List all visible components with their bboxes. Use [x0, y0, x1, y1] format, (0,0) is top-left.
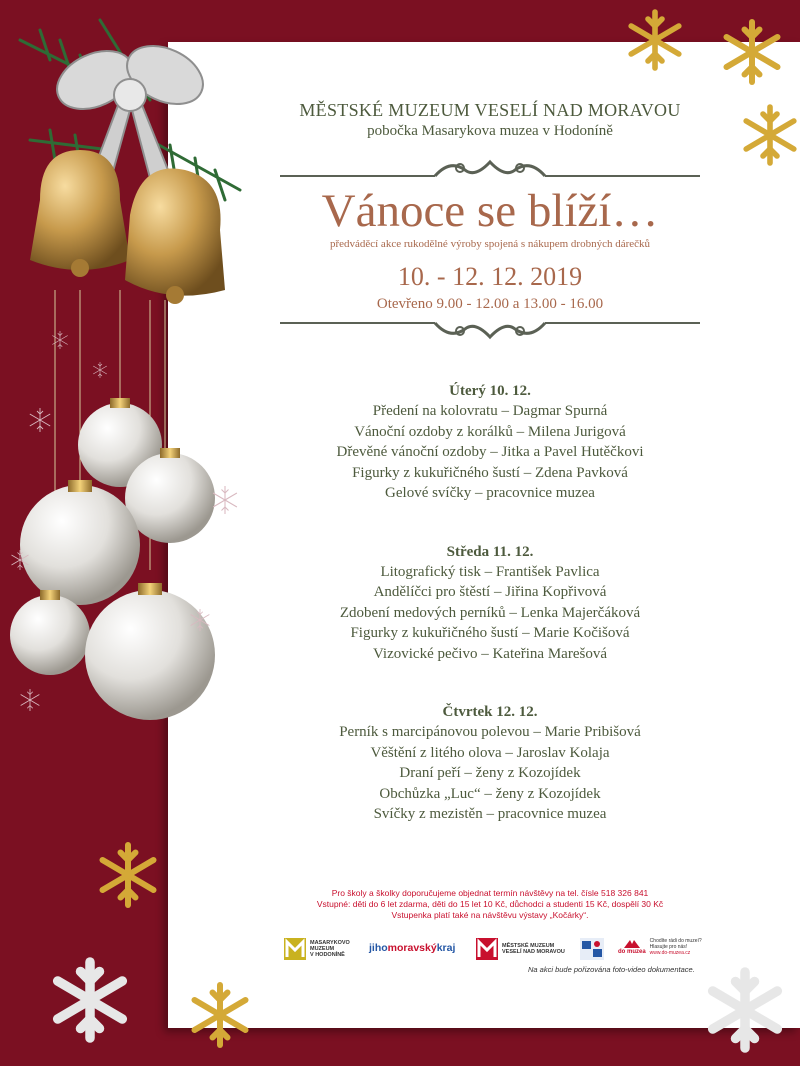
town-emblem-icon	[580, 938, 604, 960]
logo-text: V HODONÍNĚ	[310, 952, 345, 958]
museum-name: MĚSTSKÉ MUZEUM VESELÍ NAD MORAVOU	[299, 100, 681, 120]
museum-branch: pobočka Masarykova muzea v Hodoníně	[367, 123, 613, 139]
do-muzea-logo	[618, 938, 702, 956]
day-title: Středa 11. 12.	[446, 543, 534, 560]
activity-item: Obchůzka „Luc“ – ženy z Kozojídek	[379, 785, 601, 802]
activity-item: Draní peří – ženy z Kozojídek	[399, 765, 581, 781]
activity-item: Zdobení medových perníků – Lenka Majerčáková	[339, 604, 641, 621]
activity-item: Perník s marcipánovou polevou – Marie Pribišová	[339, 724, 641, 740]
logo-text: kraj	[436, 942, 456, 954]
day-title: Čtvrtek 12. 12.	[442, 704, 538, 720]
main-content	[270, 100, 710, 825]
ornament-divider-icon	[275, 154, 705, 184]
logo-text: MUZEUM	[310, 946, 335, 952]
activity-item: Figurky z kukuřičného šustí – Zdena Pavková	[352, 464, 628, 481]
ornament-divider-icon	[275, 315, 705, 345]
event-title: Vánoce se blíží…	[321, 185, 659, 237]
logo-text: do muzea	[618, 949, 646, 955]
activity-item: Litografický tisk – František Pavlica	[380, 563, 600, 580]
admission-note: Vstupné: děti do 6 let zdarma, děti do 15 let 10 Kč, důchodci a studenti 15 Kč, dospělí 30 Kč	[316, 899, 664, 909]
activity-item: Předení na kolovratu – Dagmar Spurná	[372, 403, 608, 419]
activity-item: Andělíčci pro štěstí – Jiřina Kopřivová	[373, 584, 607, 600]
opening-hours: Otevřeno 9.00 - 12.00 a 13.00 - 16.00	[376, 296, 604, 312]
logo-text: www.do-muzea.cz	[649, 950, 691, 956]
veseli-museum-logo	[476, 938, 565, 960]
veseli-museum-m-icon	[476, 938, 498, 960]
activity-item: Vánoční ozdoby z korálků – Milena Jurigová	[354, 423, 626, 440]
do-muzea-icon	[622, 939, 642, 949]
logo-text: jiho	[369, 942, 388, 954]
ticket-note: Vstupenka platí také na návštěvu výstavy „Kočárky“.	[391, 910, 589, 920]
event-dates: 10. - 12. 12. 2019	[397, 262, 583, 291]
activity-item: Věštění z litého olova – Jaroslav Kolaja	[370, 744, 610, 761]
town-emblem-logo	[580, 938, 604, 960]
logo-text: MASARYKOVO	[310, 940, 350, 946]
day-block-tuesday	[270, 381, 710, 504]
activity-item: Figurky z kukuřičného šustí – Marie Kočišová	[350, 625, 630, 641]
day-title: Úterý 10. 12.	[449, 383, 531, 399]
logo-text: MĚSTSKÉ MUZEUM	[502, 943, 555, 949]
activity-item: Gelové svíčky – pracovnice muzea	[385, 485, 595, 501]
partner-logos	[284, 938, 704, 968]
masaryk-museum-m-icon	[284, 938, 306, 960]
activity-item: Svíčky z mezistěn – pracovnice muzea	[373, 806, 607, 822]
activity-item: Vizovické pečivo – Kateřina Marešová	[372, 645, 607, 662]
school-booking-note: Pro školy a školky doporučujeme objednat termín návštěvy na tel. čísle 518 326 841	[331, 888, 649, 898]
day-block-wednesday	[270, 542, 710, 665]
logo-text: VESELÍ NAD MORAVOU	[502, 949, 565, 955]
activity-item: Dřevěné vánoční ozdoby – Jitka a Pavel Hutěčkovi	[336, 444, 644, 460]
visitor-notes	[254, 888, 726, 921]
logo-text: moravský	[387, 942, 437, 954]
day-block-thursday	[270, 702, 710, 825]
logo-text: Chodíte rádi do muzeí?	[649, 938, 702, 944]
photo-notice: Na akci bude pořizována foto-video dokumentace.	[528, 965, 695, 974]
logo-text: Hlasujte pro nás!	[649, 944, 688, 950]
event-subtitle: předváděcí akce rukodělné výroby spojená s nákupem drobných dárečků	[329, 238, 651, 250]
masaryk-museum-logo	[284, 938, 350, 960]
jihomoravsky-kraj-logo	[369, 942, 455, 954]
